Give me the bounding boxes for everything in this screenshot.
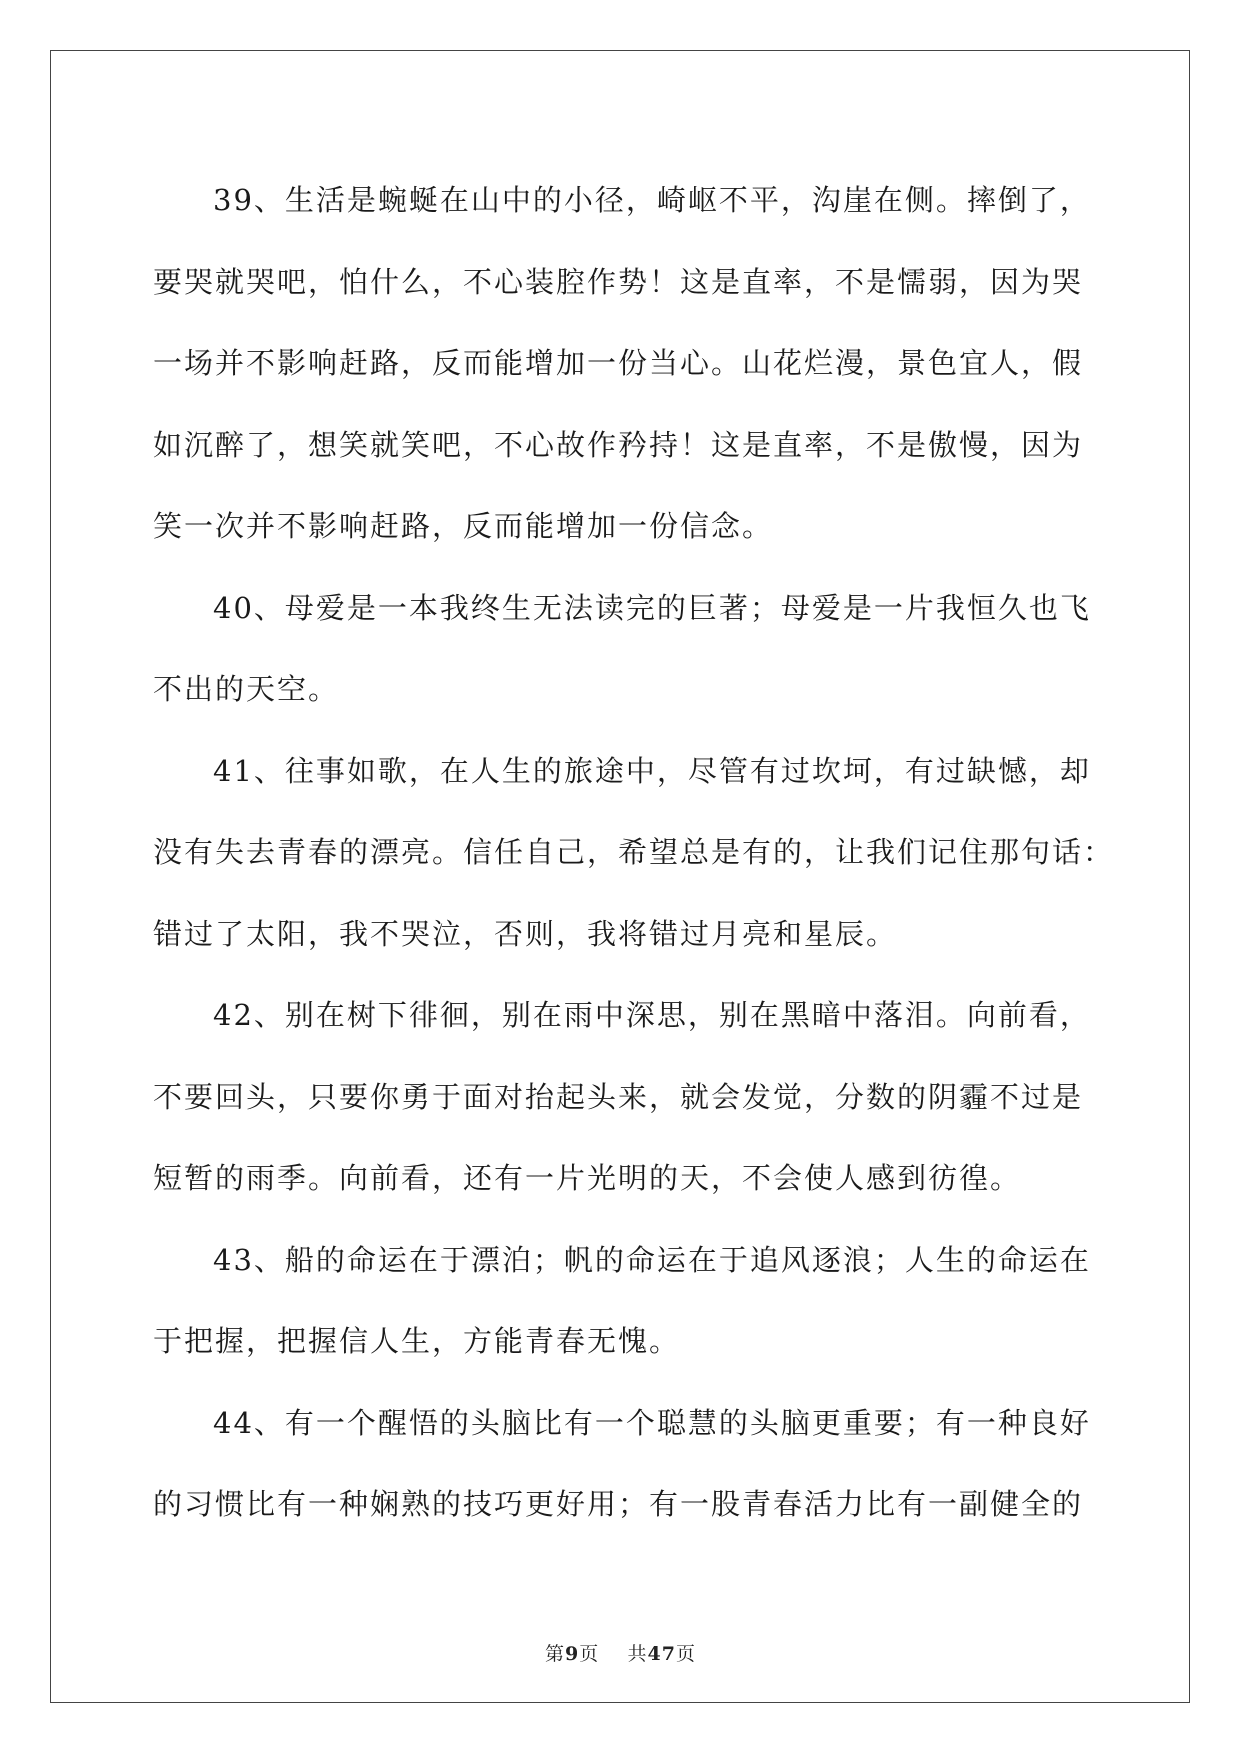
paragraph-41 — [153, 731, 1115, 976]
paragraph-42 — [153, 975, 1093, 1220]
paragraph-line: 42、别在树下徘徊，别在雨中深思，别在黑暗中落泪。向前看， — [213, 998, 1091, 1032]
paragraph-44 — [153, 1383, 1093, 1546]
paragraph-line: 于把握，把握信人生，方能青春无愧。 — [153, 1324, 681, 1358]
paragraph-line: 一场并不影响赶路，反而能增加一份当心。山花烂漫，景色宜人，假 — [153, 346, 1084, 380]
paragraph-39 — [153, 160, 1093, 568]
paragraph-43 — [153, 1220, 1093, 1383]
paragraph-line: 如沉醉了，想笑就笑吧，不心故作矜持！这是直率，不是傲慢，因为 — [153, 427, 1084, 462]
paragraph-line: 要哭就哭吧，怕什么，不心装腔作势！这是直率，不是懦弱，因为哭 — [153, 264, 1084, 299]
paragraph-line: 44、有一个醒悟的头脑比有一个聪慧的头脑更重要；有一种良好 — [213, 1405, 1091, 1440]
paragraph-40 — [153, 568, 1093, 731]
total-pages: 47 — [647, 1643, 676, 1665]
paragraph-line: 不出的天空。 — [153, 672, 340, 706]
paragraph-line: 错过了太阳，我不哭泣，否则，我将错过月亮和星辰。 — [153, 916, 898, 951]
paragraph-line: 没有失去青春的漂亮。信任自己，希望总是有的，让我们记住那句话： — [153, 835, 1115, 869]
paragraph-line: 短暂的雨季。向前看，还有一片光明的天，不会使人感到彷徨。 — [153, 1161, 1022, 1195]
paragraph-line: 40、母爱是一本我终生无法读完的巨著；母爱是一片我恒久也飞 — [213, 590, 1091, 625]
paragraph-line: 的习惯比有一种娴熟的技巧更好用；有一股青春活力比有一副健全的 — [153, 1487, 1084, 1521]
paragraph-line: 43、船的命运在于漂泊；帆的命运在于追风逐浪；人生的命运在 — [213, 1242, 1091, 1277]
page-footer — [0, 1639, 1241, 1666]
document-body — [153, 160, 1115, 1546]
page-number: 9 — [565, 1643, 580, 1665]
paragraph-line: 笑一次并不影响赶路，反而能增加一份信念。 — [153, 509, 774, 543]
page-label-suffix: 页 — [579, 1643, 600, 1665]
paragraph-line: 41、往事如歌，在人生的旅途中，尽管有过坎坷，有过缺憾，却 — [213, 753, 1091, 788]
paragraph-line: 39、生活是蜿蜒在山中的小径，崎岖不平，沟崖在侧。摔倒了， — [213, 183, 1091, 217]
page-label-prefix: 第 — [545, 1643, 566, 1665]
total-label-prefix: 共 — [627, 1643, 648, 1665]
total-label-suffix: 页 — [675, 1643, 696, 1665]
paragraph-line: 不要回头，只要你勇于面对抬起头来，就会发觉，分数的阴霾不过是 — [153, 1079, 1084, 1114]
